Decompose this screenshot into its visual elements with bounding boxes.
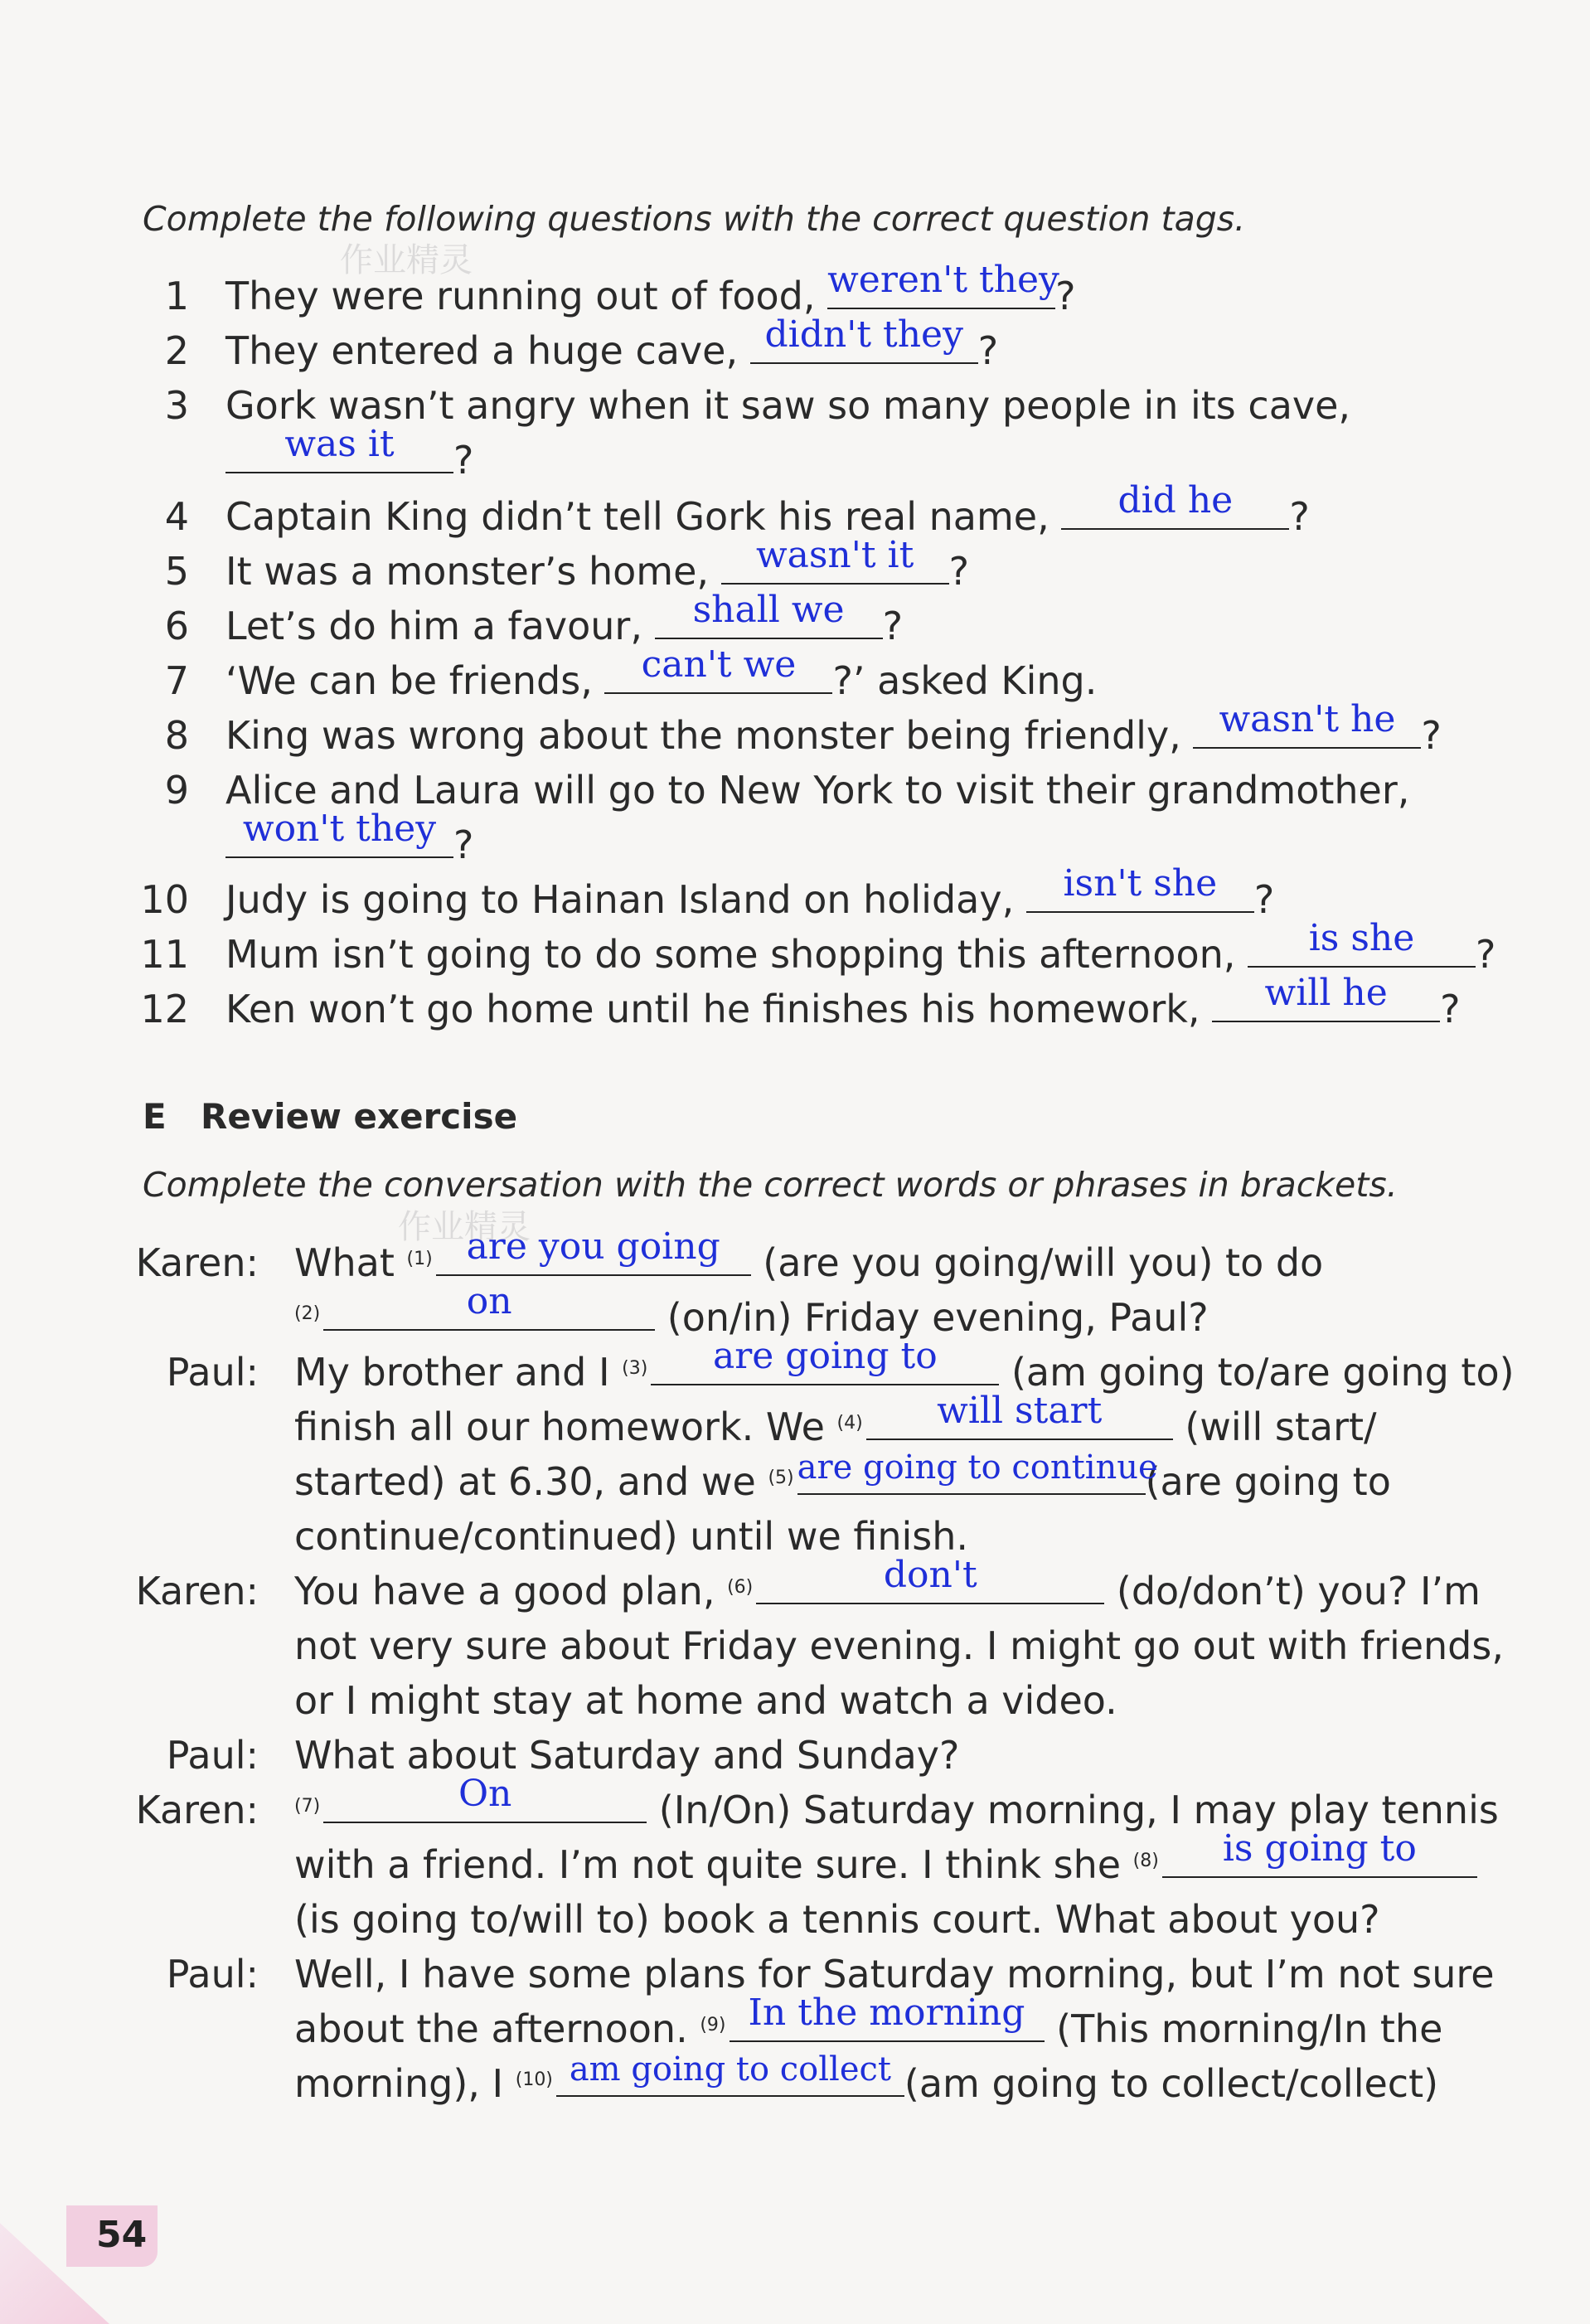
question-number: 2 (164, 328, 189, 373)
conversation-line (294, 1554, 1481, 1613)
question-2 (225, 313, 999, 373)
text: (This morning/In the (1056, 2006, 1443, 2051)
conversation-line: What about Saturday and Sunday? (294, 1733, 960, 1778)
answer-blank[interactable] (604, 643, 832, 694)
answer-blank[interactable] (225, 808, 453, 858)
text: You have a good plan, (294, 1569, 715, 1613)
question-number: 4 (164, 494, 189, 539)
question-9-answer (225, 808, 474, 867)
speaker-paul: Paul: (166, 1733, 259, 1778)
answer: will he (1264, 972, 1388, 1014)
speaker-karen: Karen: (135, 1569, 259, 1613)
answer: on (466, 1280, 512, 1322)
question-number: 1 (164, 274, 189, 318)
blank-number: (1) (406, 1249, 433, 1269)
question-text: Gork wasn’t angry when it saw so many people in its cave, (225, 383, 1351, 428)
question-end: ?’ asked King. (832, 658, 1098, 703)
text: (am going to/are going to) (1011, 1350, 1515, 1395)
answer-blank[interactable] (556, 2050, 904, 2097)
question-text: ‘We can be friends, (225, 658, 593, 703)
page-number-tab (66, 2205, 158, 2267)
text: started) at 6.30, and we (294, 1459, 756, 1504)
question-end: ? (453, 822, 474, 867)
conversation-line (294, 1335, 1515, 1395)
question-end: ? (1253, 877, 1275, 922)
answer: was it (284, 423, 395, 465)
answer: In the morning (748, 1992, 1025, 2034)
text: What (294, 1240, 395, 1285)
watermark: 作业精灵 (340, 241, 473, 279)
answer-blank[interactable] (323, 1773, 647, 1823)
answer-blank[interactable] (730, 1992, 1045, 2042)
answer: wasn't it (755, 534, 914, 576)
question-text: Mum isn’t going to do some shopping this afternoon, (225, 932, 1236, 977)
section-letter: E (143, 1096, 167, 1137)
answer-blank[interactable] (436, 1225, 751, 1276)
text: about the afternoon. (294, 2006, 688, 2051)
text: (do/don’t) you? I’m (1116, 1569, 1481, 1613)
answer: can't we (641, 643, 797, 686)
question-number: 5 (164, 549, 189, 594)
answer-blank[interactable] (721, 534, 949, 585)
text: with a friend. I’m not quite sure. I think she (294, 1842, 1122, 1887)
answer: didn't they (764, 313, 963, 356)
answer-blank[interactable] (1193, 698, 1421, 749)
answer: isn't she (1063, 862, 1218, 905)
answer: is she (1308, 917, 1415, 959)
blank-number: (4) (836, 1413, 863, 1434)
answer: don't (883, 1554, 977, 1596)
blank-number: (10) (515, 2069, 553, 2090)
answer: wasn't he (1219, 698, 1396, 740)
question-end: ? (948, 549, 970, 594)
question-8 (225, 698, 1442, 758)
page-number: 54 (96, 2214, 148, 2256)
question-text: They entered a huge cave, (225, 328, 739, 373)
section-title: Review exercise (201, 1096, 518, 1137)
blank-number: (3) (622, 1358, 648, 1379)
question-end: ? (1421, 713, 1442, 758)
conversation-line: not very sure about Friday evening. I might go out with friends, (294, 1623, 1504, 1668)
conversation-line (294, 1992, 1443, 2051)
conversation-line (294, 1448, 1391, 1504)
answer-blank[interactable] (1061, 479, 1289, 530)
speaker-paul: Paul: (166, 1952, 259, 1997)
question-end: ? (977, 328, 999, 373)
question-7 (225, 643, 1098, 703)
blank-number: (6) (727, 1577, 754, 1598)
question-number: 7 (164, 658, 189, 703)
speaker-karen: Karen: (135, 1788, 259, 1832)
answer: am going to collect (569, 2050, 891, 2089)
question-text: Captain King didn’t tell Gork his real name, (225, 494, 1049, 539)
answer: shall we (692, 589, 845, 631)
answer-blank[interactable] (1248, 917, 1476, 968)
question-text: Let’s do him a favour, (225, 604, 642, 648)
answer-blank[interactable] (827, 259, 1059, 309)
question-end: ? (882, 604, 903, 648)
question-number: 11 (140, 932, 189, 977)
question-end: ? (1440, 987, 1461, 1031)
question-number: 12 (140, 987, 189, 1031)
question-text: It was a monster’s home, (225, 549, 709, 594)
question-12 (225, 972, 1461, 1031)
speaker-paul: Paul: (166, 1350, 259, 1395)
question-number: 10 (140, 877, 189, 922)
answer: are going to continue (797, 1448, 1158, 1487)
answer-blank[interactable] (756, 1554, 1104, 1604)
instructions: Complete the conversation with the correct words or phrases in brackets. (143, 1165, 1398, 1205)
answer: is going to (1222, 1827, 1417, 1870)
conversation-line: Well, I have some plans for Saturday morning, but I’m not sure (294, 1952, 1495, 1997)
text: (are going to (1145, 1459, 1391, 1504)
blank-number: (2) (294, 1303, 321, 1324)
text: (am going to collect/collect) (904, 2061, 1439, 2106)
question-end: ? (1289, 494, 1310, 539)
answer: will start (937, 1390, 1103, 1432)
text: (In/On) Saturday morning, I may play tennis (658, 1788, 1499, 1832)
answer-blank[interactable] (797, 1448, 1158, 1495)
conversation-line: (is going to/will to) book a tennis court. What about you? (294, 1897, 1380, 1942)
text: (will start/ (1185, 1405, 1377, 1449)
question-end: ? (1476, 932, 1496, 977)
question-text: Alice and Laura will go to New York to visit their grandmother, (225, 768, 1410, 813)
question-number: 9 (164, 768, 189, 813)
question-number: 8 (164, 713, 189, 758)
conversation-line (294, 1280, 1209, 1340)
answer-blank[interactable] (323, 1280, 655, 1331)
answer-blank[interactable] (1162, 1827, 1477, 1878)
watermark: 作业精灵 (398, 1208, 531, 1246)
speaker-karen: Karen: (135, 1240, 259, 1285)
answer: On (458, 1773, 512, 1815)
conversation-line (294, 1773, 1499, 1832)
answer: did he (1117, 479, 1234, 522)
blank-number: (5) (768, 1468, 794, 1488)
question-10 (225, 862, 1275, 922)
question-9 (225, 768, 1409, 813)
blank-number: (7) (294, 1796, 321, 1817)
text: My brother and I (294, 1350, 610, 1395)
question-11 (225, 917, 1496, 977)
question-5 (225, 534, 970, 594)
conversation-line (294, 1390, 1377, 1449)
answer-blank[interactable] (866, 1390, 1173, 1440)
conversation-line (294, 1827, 1477, 1887)
conversation-line: or I might stay at home and watch a video. (294, 1678, 1117, 1723)
question-end: ? (1055, 274, 1076, 318)
blank-number: (9) (700, 2015, 726, 2035)
conversation-line (294, 2050, 1439, 2106)
answer-blank[interactable] (225, 423, 453, 473)
question-3 (225, 383, 1350, 428)
answer-blank[interactable] (651, 1335, 999, 1385)
question-text: King was wrong about the monster being friendly, (225, 713, 1181, 758)
answer-blank[interactable] (750, 313, 978, 364)
answer: weren't they (827, 259, 1059, 301)
question-text: Ken won’t go home until he finishes his homework, (225, 987, 1200, 1031)
answer: won't they (242, 808, 437, 850)
answer: are you going (466, 1225, 720, 1268)
blank-number: (8) (1132, 1851, 1159, 1871)
question-text: They were running out of food, (225, 274, 816, 318)
answer-blank[interactable] (1026, 862, 1254, 913)
question-3-answer (225, 423, 474, 483)
question-end: ? (453, 438, 474, 483)
text: (are you going/will you) to do (763, 1240, 1324, 1285)
question-text: Judy is going to Hainan Island on holiday, (225, 877, 1015, 922)
question-6 (225, 589, 903, 648)
answer-blank[interactable] (1212, 972, 1440, 1022)
answer: are going to (713, 1335, 938, 1377)
question-4 (225, 479, 1310, 539)
answer-blank[interactable] (655, 589, 883, 639)
instructions: Complete the following questions with the correct question tags. (143, 199, 1246, 239)
question-number: 3 (164, 383, 189, 428)
conversation-line: continue/continued) until we finish. (294, 1514, 969, 1559)
question-number: 6 (164, 604, 189, 648)
text: finish all our homework. We (294, 1405, 825, 1449)
text: (on/in) Friday evening, Paul? (667, 1295, 1209, 1340)
text: morning), I (294, 2061, 504, 2106)
